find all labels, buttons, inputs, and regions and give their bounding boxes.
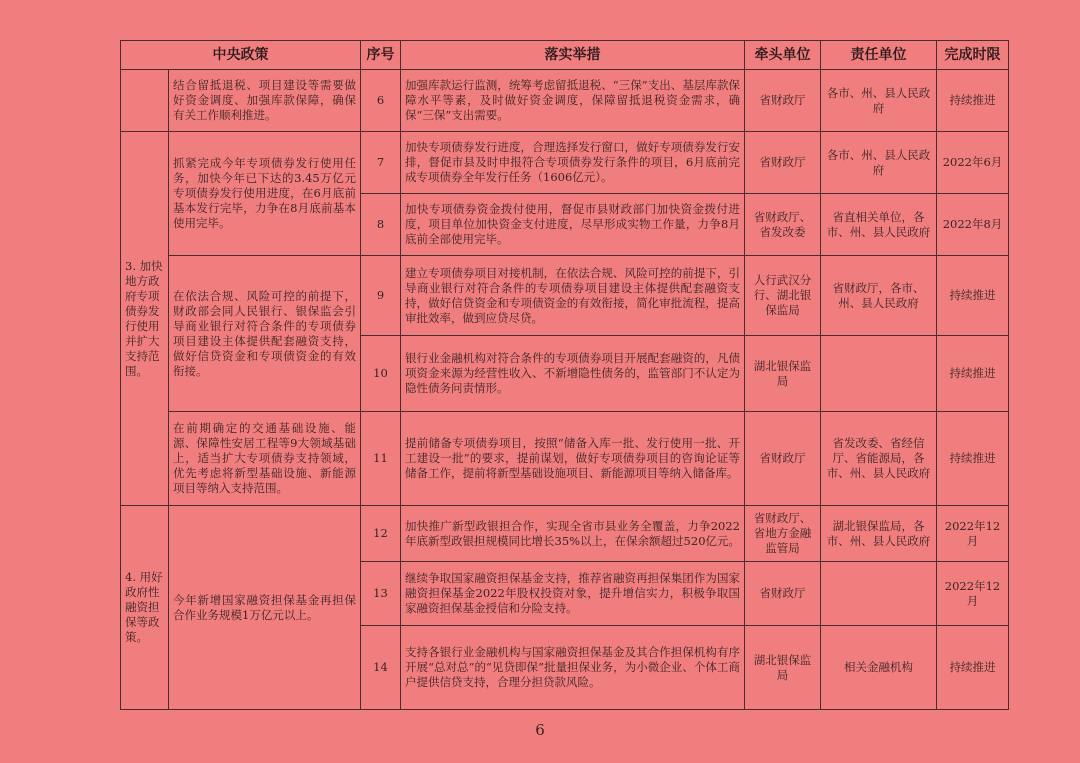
deadline-cell: 2022年12月 (937, 562, 1009, 626)
responsible-unit-cell: 省直相关单位，各市、州、县人民政府 (821, 194, 937, 256)
category-cell: 4. 用好政府性融资担保等政策。 (121, 506, 169, 710)
policy-cell: 今年新增国家融资担保基金再担保合作业务规模1万亿元以上。 (169, 506, 361, 710)
deadline-cell: 持续推进 (937, 626, 1009, 710)
measure-cell: 继续争取国家融资担保基金支持，推荐省融资再担保集团作为国家融资担保基金2022年股权投资对象，提升增信实力，积极争取国家融资担保基金授信和分险支持。 (401, 562, 745, 626)
table-row (121, 506, 1009, 562)
header-row (121, 41, 1009, 70)
header-lead-unit: 牵头单位 (745, 41, 821, 70)
lead-unit-cell: 省财政厅 (745, 562, 821, 626)
seq-cell: 13 (361, 562, 401, 626)
table-row (121, 412, 1009, 506)
measure-cell: 支持各银行业金融机构与国家融资担保基金及其合作担保机构有序开展“总对总”的“见贷即保”批量担保业务，为小微企业、个体工商户提供信贷支持，合理分担贷款风险。 (401, 626, 745, 710)
measure-cell: 加强库款运行监测，统筹考虑留抵退税、“三保”支出、基层库款保障水平等素，及时做好资金调度，保障留抵退税资金需求，确保“三保”支出需要。 (401, 70, 745, 132)
table-row (121, 70, 1009, 132)
lead-unit-cell: 省财政厅 (745, 70, 821, 132)
seq-cell: 11 (361, 412, 401, 506)
lead-unit-cell: 湖北银保监局 (745, 626, 821, 710)
lead-unit-cell: 省财政厅 (745, 412, 821, 506)
category-cell: 3. 加快地方政府专项债券发行使用并扩大支持范围。 (121, 132, 169, 506)
seq-cell: 6 (361, 70, 401, 132)
seq-cell: 8 (361, 194, 401, 256)
responsible-unit-cell: 各市、州、县人民政府 (821, 70, 937, 132)
measure-cell: 加快专项债券发行进度，合理选择发行窗口，做好专项债券发行安排，督促市县及时申报符合专项债券发行条件的项目，6月底前完成专项债券全年发行任务（1606亿元）。 (401, 132, 745, 194)
measure-cell: 建立专项债券项目对接机制，在依法合规、风险可控的前提下，引导商业银行对符合条件的专项债券项目建设主体提供配套融资支持，做好信贷资金和专项债资金的有效衔接，简化审批流程，提高审批效率，做到应贷尽贷。 (401, 256, 745, 336)
responsible-unit-cell: 湖北银保监局，各市、州、县人民政府 (821, 506, 937, 562)
seq-cell: 12 (361, 506, 401, 562)
policy-cell: 在依法合规、风险可控的前提下，财政部会同人民银行、银保监会引导商业银行对符合条件的专项债券项目建设主体提供配套融资支持，做好信贷资金和专项债资金的有效衔接。 (169, 256, 361, 412)
measure-cell: 加快推广新型政银担合作，实现全省市县业务全覆盖，力争2022年底新型政银担规模同比增长35%以上，在保余额超过520亿元。 (401, 506, 745, 562)
responsible-unit-cell: 省财政厅，各市、州、县人民政府 (821, 256, 937, 336)
table-row (121, 132, 1009, 194)
measure-cell: 提前储备专项债券项目，按照“储备入库一批、发行使用一批、开工建设一批”的要求，提前谋划，做好专项债券项目的咨询论证等储备工作，提前将新型基础设施项目、新能源项目等纳入储备库。 (401, 412, 745, 506)
header-measures: 落实举措 (401, 41, 745, 70)
policy-cell: 在前期确定的交通基础设施、能源、保障性安居工程等9大领域基础上，适当扩大专项债券支持领域，优先考虑将新型基础设施、新能源项目等纳入支持范围。 (169, 412, 361, 506)
header-responsible-unit: 责任单位 (821, 41, 937, 70)
category-cell (121, 70, 169, 132)
lead-unit-cell: 省财政厅、省发改委 (745, 194, 821, 256)
policy-cell: 抓紧完成今年专项债券发行使用任务，加快今年已下达的3.45万亿元专项债券发行使用进度，在6月底前基本发行完毕，力争在8月底前基本使用完毕。 (169, 132, 361, 256)
policy-table (120, 40, 1009, 710)
header-deadline: 完成时限 (937, 41, 1009, 70)
lead-unit-cell: 省财政厅 (745, 132, 821, 194)
seq-cell: 10 (361, 336, 401, 412)
policy-cell: 结合留抵退税、项目建设等需要做好资金调度、加强库款保障，确保有关工作顺利推进。 (169, 70, 361, 132)
measure-cell: 加快专项债券资金拨付使用，督促市县财政部门加快资金拨付进度，项目单位加快资金支付进度，尽早形成实物工作量，力争8月底前全部使用完毕。 (401, 194, 745, 256)
deadline-cell: 2022年8月 (937, 194, 1009, 256)
lead-unit-cell: 人行武汉分行、湖北银保监局 (745, 256, 821, 336)
lead-unit-cell: 湖北银保监局 (745, 336, 821, 412)
responsible-unit-cell (821, 562, 937, 626)
responsible-unit-cell (821, 336, 937, 412)
header-central-policy: 中央政策 (121, 41, 361, 70)
deadline-cell: 持续推进 (937, 412, 1009, 506)
header-seq: 序号 (361, 41, 401, 70)
deadline-cell: 持续推进 (937, 70, 1009, 132)
lead-unit-cell: 省财政厅、省地方金融监管局 (745, 506, 821, 562)
responsible-unit-cell: 省发改委、省经信厅、省能源局，各市、州、县人民政府 (821, 412, 937, 506)
table-row (121, 256, 1009, 336)
page-number: 6 (535, 721, 545, 739)
seq-cell: 7 (361, 132, 401, 194)
deadline-cell: 持续推进 (937, 256, 1009, 336)
responsible-unit-cell: 相关金融机构 (821, 626, 937, 710)
deadline-cell: 2022年6月 (937, 132, 1009, 194)
seq-cell: 9 (361, 256, 401, 336)
deadline-cell: 2022年12月 (937, 506, 1009, 562)
responsible-unit-cell: 各市、州、县人民政府 (821, 132, 937, 194)
measure-cell: 银行业金融机构对符合条件的专项债券项目开展配套融资的，凡债项资金来源为经营性收入、不新增隐性债务的，监管部门不认定为隐性债务问责情形。 (401, 336, 745, 412)
deadline-cell: 持续推进 (937, 336, 1009, 412)
seq-cell: 14 (361, 626, 401, 710)
